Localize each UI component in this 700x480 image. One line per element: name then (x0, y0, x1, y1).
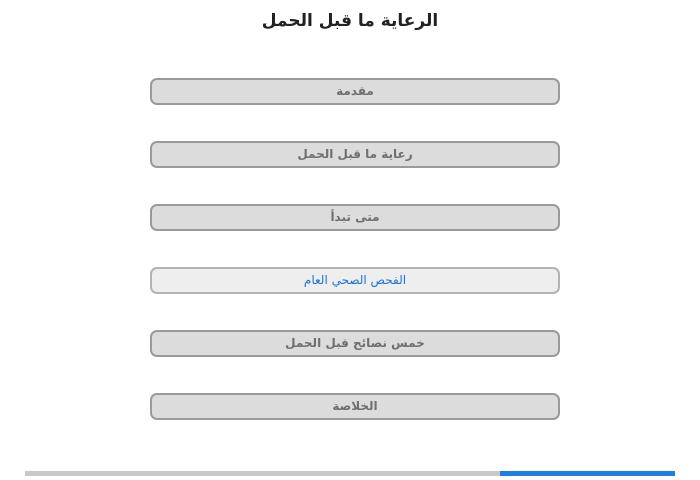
section-menu (150, 78, 560, 456)
page-title: الرعاية ما قبل الحمل (261, 11, 439, 31)
menu-item-general-checkup[interactable]: الفحص الصحي العام (150, 267, 560, 294)
progress-bar-fill (500, 471, 676, 476)
menu-item-summary[interactable]: الخلاصة (150, 393, 560, 420)
menu-item-when-to-start[interactable]: متى تبدأ (150, 204, 560, 231)
menu-item-introduction[interactable]: مقدمة (150, 78, 560, 105)
menu-item-five-tips[interactable]: خمس نصائح قبل الحمل (150, 330, 560, 357)
menu-item-preconception-care[interactable]: رعاية ما قبل الحمل (150, 141, 560, 168)
progress-bar (25, 471, 675, 476)
